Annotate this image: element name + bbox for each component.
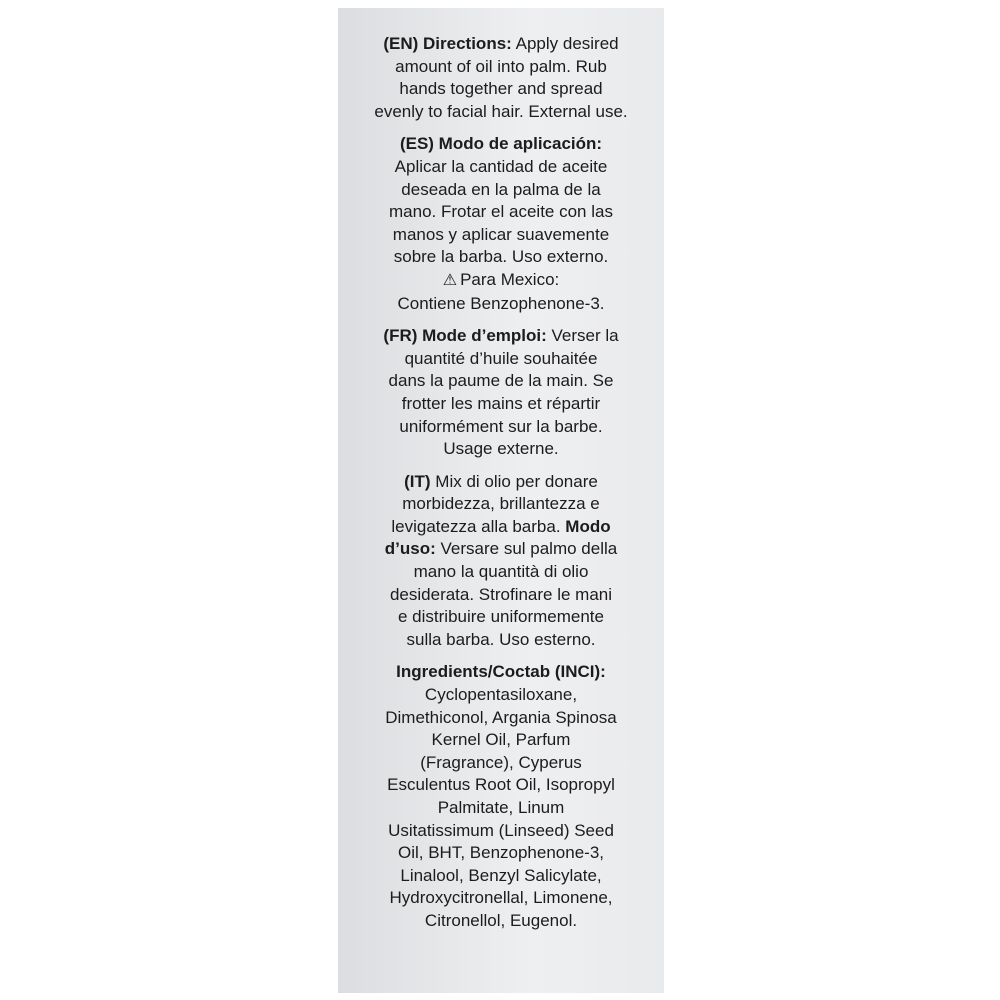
section-heading-en: (EN) Directions: <box>383 34 512 53</box>
ingredient-line: Esculentus Root Oil, Isopropyl <box>387 775 615 795</box>
ingredient-line: (Fragrance), Cyperus <box>420 752 582 772</box>
ingredient-line: Dimethiconol, Argania Spinosa <box>385 707 617 727</box>
mexico-warning: ⚠ Para Mexico: <box>338 269 664 293</box>
ingredient-line: Hydroxycitronellal, Limonene, <box>389 888 613 908</box>
directions-en <box>338 33 664 123</box>
text-line: Contiene Benzophenone-3. <box>397 293 605 313</box>
text-line: Usage externe. <box>443 439 559 459</box>
text-line: amount of oil into palm. Rub <box>395 56 607 76</box>
text-line: hands together and spread <box>399 79 603 99</box>
section-heading-fr: (FR) Mode d’emploi: <box>383 326 547 346</box>
ingredient-line: Kernel Oil, Parfum <box>431 730 571 750</box>
ingredient-line: Linalool, Benzyl Salicylate, <box>400 865 602 885</box>
text-line: deseada en la palma de la <box>401 179 601 199</box>
text-line: sulla barba. Uso esterno. <box>406 629 596 649</box>
product-label-panel <box>338 8 664 993</box>
directions-es <box>338 133 664 315</box>
section-heading-es: (ES) Modo de aplicación: <box>399 134 603 154</box>
directions-fr <box>338 325 664 461</box>
text-line: morbidezza, brillantezza e <box>402 494 600 514</box>
ingredient-line: Palmitate, Linum <box>437 798 565 817</box>
text-line: uniformément sur la barbe. <box>399 416 603 436</box>
text-line: frotter les mains et répartir <box>401 393 601 413</box>
warning-icon: ⚠ <box>442 271 458 289</box>
ingredient-line: Citronellol, Eugenol. <box>424 910 578 930</box>
text-line: sobre la barba. Uso externo. <box>393 247 609 267</box>
text-line: levigatezza alla barba. Modo <box>391 516 611 536</box>
text-line: mano. Frotar el aceite con las <box>389 202 613 222</box>
text-line: manos y aplicar suavemente <box>392 224 610 244</box>
text-line: (EN) Directions: Apply desired <box>383 34 619 53</box>
text-line: (FR) Mode d’emploi: Verser la <box>383 326 619 346</box>
text-line: desiderata. Strofinare le mani <box>389 584 613 604</box>
text-line: evenly to facial hair. External use. <box>374 101 628 121</box>
text-line: mano la quantità di olio <box>413 562 589 582</box>
ingredient-line: Usitatissimum (Linseed) Seed <box>388 820 614 840</box>
text-line: e distribuire uniformemente <box>398 607 604 627</box>
ingredient-line: Cyclopentasiloxane, <box>424 685 578 705</box>
ingredients-list <box>338 661 664 932</box>
section-heading-it: (IT) <box>404 471 431 491</box>
directions-it <box>338 471 664 652</box>
text-line: quantité d’huile souhaitée <box>404 348 598 368</box>
text-line: dans la paume de la main. Se <box>388 371 614 391</box>
section-heading-ingredients: Ingredients/Coctab (INCI): <box>396 662 606 682</box>
ingredient-line: Oil, BHT, Benzophenone-3, <box>397 843 604 863</box>
text-line: (IT) Mix di olio per donare <box>404 471 598 491</box>
text-line: d’uso: Versare sul palmo della <box>384 539 618 559</box>
text-line: Aplicar la cantidad de aceite <box>394 156 608 176</box>
